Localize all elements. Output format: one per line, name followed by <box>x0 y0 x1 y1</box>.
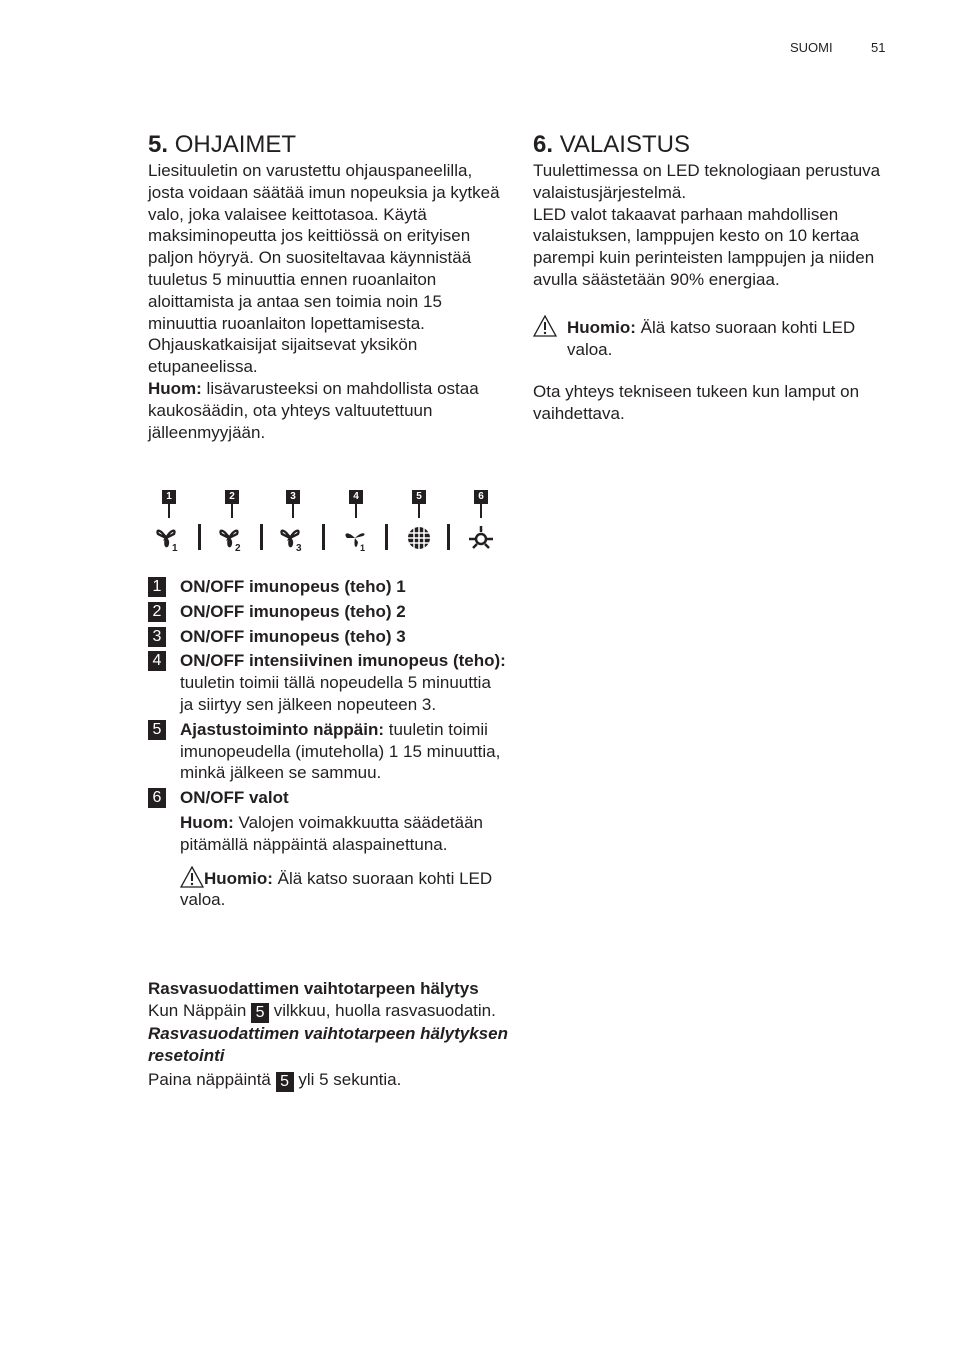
note-text: lisävarusteeksi on mahdollista ostaa kaukosäädin, ota yhteys valtuutettuun jälleenmyyjään. <box>148 378 479 442</box>
warning-text: Älä katso suoraan kohti LED valoa. <box>567 317 856 359</box>
list-item <box>148 787 508 809</box>
item-number: 2 <box>148 602 166 622</box>
heading-number: 5. <box>148 131 169 158</box>
panel-separator <box>322 524 325 550</box>
callout-line <box>355 504 357 518</box>
alarm-post: vilkkuu, huolla rasvasuodatin. <box>269 1000 496 1020</box>
callout-line <box>168 504 170 518</box>
panel-number: 2 <box>225 490 239 504</box>
callout-line <box>231 504 233 518</box>
light-icon <box>466 524 496 552</box>
item-title: Ajastustoiminto näppäin: <box>180 719 384 739</box>
item-title: ON/OFF imunopeus (teho) 3 <box>180 626 406 646</box>
item-text: tuuletin toimii imunopeudella (imuteholla) 1 15 minuuttia, minkä jälkeen se sammuu. <box>180 719 501 783</box>
item-number: 5 <box>148 720 166 740</box>
item-title: ON/OFF imunopeus (teho) 1 <box>180 577 406 596</box>
callout-line <box>480 504 482 518</box>
warning-icon <box>533 315 557 337</box>
list-item <box>148 719 508 784</box>
panel-key-4 <box>341 490 371 518</box>
intro-paragraph-2: Ohjauskatkaisijat sijaitsevat yksikön etupaneelissa. <box>148 335 418 377</box>
fan-speed-1-icon <box>154 524 184 552</box>
reset-title: Rasvasuodattimen vaihtotarpeen hälytyksen resetointi <box>148 1023 508 1065</box>
section-controls <box>148 130 508 443</box>
control-list <box>148 576 508 911</box>
item-number: 4 <box>148 651 166 671</box>
note-label: Huom: <box>180 812 234 832</box>
panel-separator <box>198 524 201 550</box>
panel-key-6 <box>466 490 496 518</box>
heading-number: 6. <box>533 131 554 158</box>
note-text: Valojen voimakkuutta säädetään pitämällä näppäintä alaspainettuna. <box>180 812 484 854</box>
svg-text:1: 1 <box>172 543 178 552</box>
panel-number: 3 <box>286 490 300 504</box>
control-panel-diagram <box>148 490 508 560</box>
section-heading <box>533 130 893 160</box>
heading-title: VALAISTUS <box>559 131 690 158</box>
warning-label: Huomio: <box>204 868 273 888</box>
alarm-text <box>148 1000 508 1023</box>
item-number: 3 <box>148 627 166 647</box>
intro-paragraph: Liesituuletin on varustettu ohjauspaneelilla, josta voidaan säätää imun nopeuksia ja kytkeä valo, joka valaisee keittotasoa. Käytä maksiminopeutta jos keittiössä on erityisen paljon höyryä. On suositeltavaa käynnistää tuuletus 5 minuuttia ennen ruoanlaiton aloittamista ja antaa sen toimia noin 15 minuuttia ruoanlaiton lopettamisesta. <box>148 161 500 333</box>
item6-note <box>148 812 508 856</box>
item-text: tuuletin toimii tällä nopeudella 5 minuuttia ja siirtyy sen jälkeen nopeuteen 3. <box>180 673 491 714</box>
fan-speed-2-icon <box>217 524 247 552</box>
item-title: ON/OFF imunopeus (teho) 2 <box>180 601 406 621</box>
panel-number: 1 <box>162 490 176 504</box>
list-item <box>148 601 508 623</box>
fan-intensive-icon <box>341 524 371 552</box>
callout-line <box>418 504 420 518</box>
remote-note <box>148 378 508 443</box>
lighting-paragraph-3: Ota yhteys tekniseen tukeen kun lamput on vaihdettava. <box>533 382 860 424</box>
timer-grid-icon <box>404 524 434 552</box>
panel-separator <box>447 524 450 550</box>
svg-text:3: 3 <box>296 543 302 552</box>
filter-alarm-section <box>148 978 508 1092</box>
panel-key-2 <box>217 490 247 518</box>
item-title: ON/OFF valot <box>180 788 289 808</box>
language-label: SUOMI <box>790 40 833 55</box>
panel-number: 4 <box>349 490 363 504</box>
item6-warning <box>148 866 508 912</box>
reset-post: yli 5 sekuntia. <box>293 1070 402 1090</box>
alarm-title: Rasvasuodattimen vaihtotarpeen hälytys <box>148 979 479 998</box>
item-number: 6 <box>148 788 166 808</box>
item-number: 1 <box>148 577 166 597</box>
panel-separator <box>260 524 263 550</box>
lighting-paragraph-1: Tuulettimessa on LED teknologiaan perustuva valaistusjärjestelmä. <box>533 161 881 202</box>
key-badge: 5 <box>251 1003 269 1023</box>
alarm-pre: Kun Näppäin <box>148 1000 252 1020</box>
heading-title: OHJAIMET <box>174 131 297 158</box>
key-badge: 5 <box>276 1072 294 1092</box>
panel-separator <box>385 524 388 550</box>
panel-key-1 <box>154 490 184 518</box>
warning-icon <box>180 866 204 888</box>
panel-key-5 <box>404 490 434 518</box>
item-title: ON/OFF intensiivinen imunopeus (teho): <box>180 651 506 671</box>
panel-key-3 <box>278 490 308 518</box>
callout-line <box>292 504 294 518</box>
list-item <box>148 650 508 715</box>
svg-text:2: 2 <box>235 543 241 552</box>
warning-label: Huomio: <box>567 317 636 337</box>
reset-text <box>148 1069 508 1092</box>
svg-text:1: 1 <box>360 543 366 552</box>
panel-number: 6 <box>474 490 488 504</box>
list-item <box>148 576 508 598</box>
section-lighting <box>533 130 893 425</box>
lighting-warning <box>533 317 893 361</box>
warning-text: Älä katso suoraan kohti LED valoa. <box>180 868 493 910</box>
panel-number: 5 <box>412 490 426 504</box>
lighting-paragraph-2: LED valot takaavat parhaan mahdollisen valaistuksen, lamppujen kesto on 10 kertaa parempi kuin perinteisten lamppujen ja niiden avulla säästetään 90% energiaa. <box>533 204 875 289</box>
note-label: Huom: <box>148 378 202 398</box>
fan-speed-3-icon <box>278 524 308 552</box>
reset-pre: Paina näppäintä <box>148 1070 276 1090</box>
list-item <box>148 626 508 648</box>
page-number: 51 <box>871 40 886 55</box>
section-heading <box>148 130 508 160</box>
